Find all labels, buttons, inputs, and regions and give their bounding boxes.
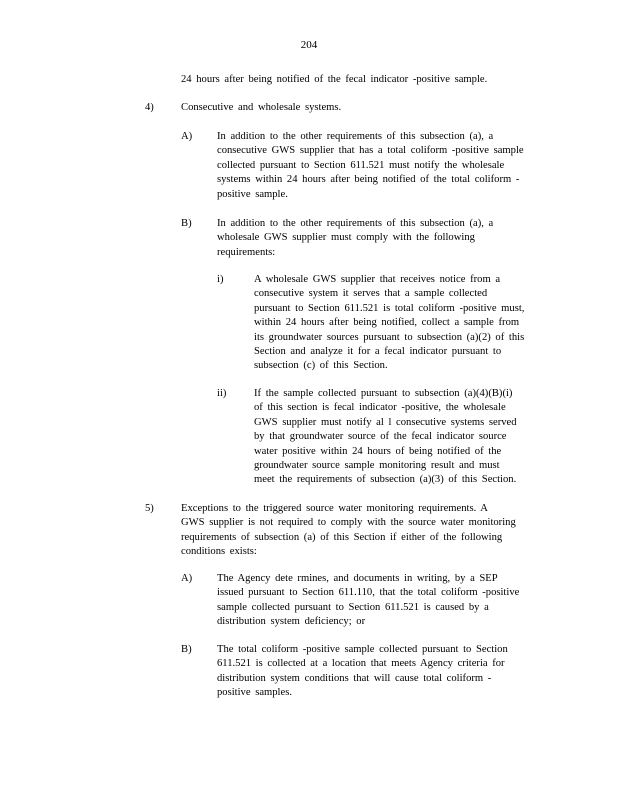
continuation-text: 24 hours after being notified of the fecal indicator -positive sample. (181, 74, 488, 85)
item-5b-label: B) (181, 644, 192, 655)
item-5b-text: The total coliform -positive sample collected pursuant to Section 611.521 is collected at a location that meets Agency criteria for distribution system conditions that will cause total coliform - positive samples. (217, 644, 508, 699)
item-4a-text: In addition to the other requirements of this subsection (a), a consecutive GWS supplier that has a total coliform -positive sample collected pursuant to Section 611.521 must notify the wholesale systems within 24 hours after being notified of the total coliform - positive sample. (217, 131, 524, 200)
item-4b-ii-label: ii) (217, 388, 227, 399)
item-4b-text: In addition to the other requirements of this subsection (a), a wholesale GWS supplier must comply with the following requirements: (217, 218, 494, 258)
item-4b-label: B) (181, 218, 192, 229)
item-5a-label: A) (181, 573, 193, 584)
item-4b-i-label: i) (217, 274, 224, 285)
page-number: 204 (300, 39, 318, 51)
item-5a-text: The Agency dete rmines, and documents in writing, by a SEP issued pursuant to Section 611.110, that the total coliform -positive sample collected pursuant to Section 611.521 is caused by a distribution system deficiency; or (217, 573, 520, 628)
item-4-title: Consecutive and wholesale systems. (181, 102, 342, 113)
item-4a-label: A) (181, 131, 193, 142)
item-5-text: Exceptions to the triggered source water monitoring requirements. A GWS supplier is not required to comply with the source water monitoring requirements of subsection (a) of this Section if either of the following conditions exists: (181, 503, 516, 558)
item-4b-ii-text: If the sample collected pursuant to subsection (a)(4)(B)(i) of this section is fecal indicator -positive, the wholesale GWS supplier must notify al l consecutive systems served by that groundwater source of the fecal indicator source water positive within 24 hours of being notified of the groundwater source sample monitoring result and must meet the requirements of subsection (a)(3) of this Section. (254, 388, 517, 486)
item-5-label: 5) (145, 503, 154, 514)
item-4b-i-text: A wholesale GWS supplier that receives notice from a consecutive system it serves that a sample collected pursuant to Section 611.521 is total coliform -positive must, within 24 hours after being notified, collect a sample from its groundwater sources pursuant to subsection (a)(2) of this Section and analyze it for a fecal indicator pursuant to subsection (c) of this Section. (254, 274, 525, 372)
item-4-label: 4) (145, 102, 154, 113)
